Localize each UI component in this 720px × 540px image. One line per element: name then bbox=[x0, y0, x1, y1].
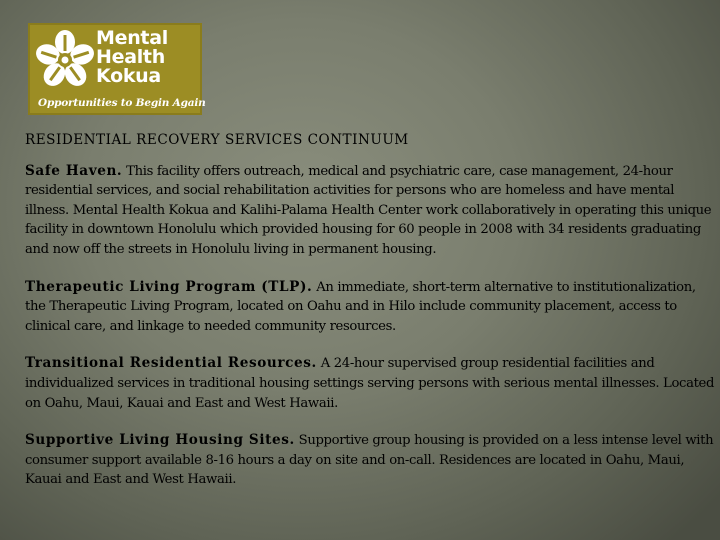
section-body: This facility offers outreach, medical and psychiatric care, case management, 24-hour residential services, and social rehabilitation activities for persons who are homeless and have mental illness. Mental Health Kokua and Kalihi-Palama Health Center work collaboratively in operating this unique facility in downtown Honolulu which provided housing for 60 people in 2008 with 34 residents graduating and now off the streets in Honolulu living in permanent housing. bbox=[25, 163, 712, 257]
document-body bbox=[25, 131, 715, 508]
section-title: Transitional Residential Resources. bbox=[25, 355, 317, 372]
section-body: Supportive group housing is provided on a less intense level with consumer support available 8-16 hours a day on site and on-call. Residences are located in Oahu, Maui, Kauai and East and West Hawaii. bbox=[25, 433, 714, 488]
section-body: A 24-hour supervised group residential facilities and individualized services in traditional housing settings serving persons with serious mental illnesses. Located on Oahu, Maui, Kauai and East and West Hawaii. bbox=[25, 356, 715, 411]
section-body: An immediate, short-term alternative to institutionalization, the Therapeutic Living Program, located on Oahu and in Hilo include community placement, access to clinical care, and linkage to needed community resources. bbox=[25, 279, 696, 334]
logo-wordmark bbox=[96, 29, 168, 86]
section-title: Therapeutic Living Program (TLP). bbox=[25, 278, 313, 295]
section-transitional-residential-resources bbox=[25, 354, 715, 413]
logo-line-2: Health bbox=[96, 46, 165, 68]
logo-line-3: Kokua bbox=[96, 65, 161, 87]
section-title: Safe Haven. bbox=[25, 162, 123, 179]
flower-icon bbox=[36, 29, 94, 91]
logo bbox=[28, 23, 206, 115]
page-heading: RESIDENTIAL RECOVERY SERVICES CONTINUUM bbox=[25, 132, 409, 148]
logo-line-1: Mental bbox=[96, 27, 168, 49]
logo-tagline: Opportunities to Begin Again bbox=[38, 97, 206, 109]
section-therapeutic-living-program bbox=[25, 278, 715, 337]
section-title: Supportive Living Housing Sites. bbox=[25, 432, 295, 449]
section-safe-haven bbox=[25, 162, 715, 260]
section-supportive-living-housing bbox=[25, 431, 715, 490]
